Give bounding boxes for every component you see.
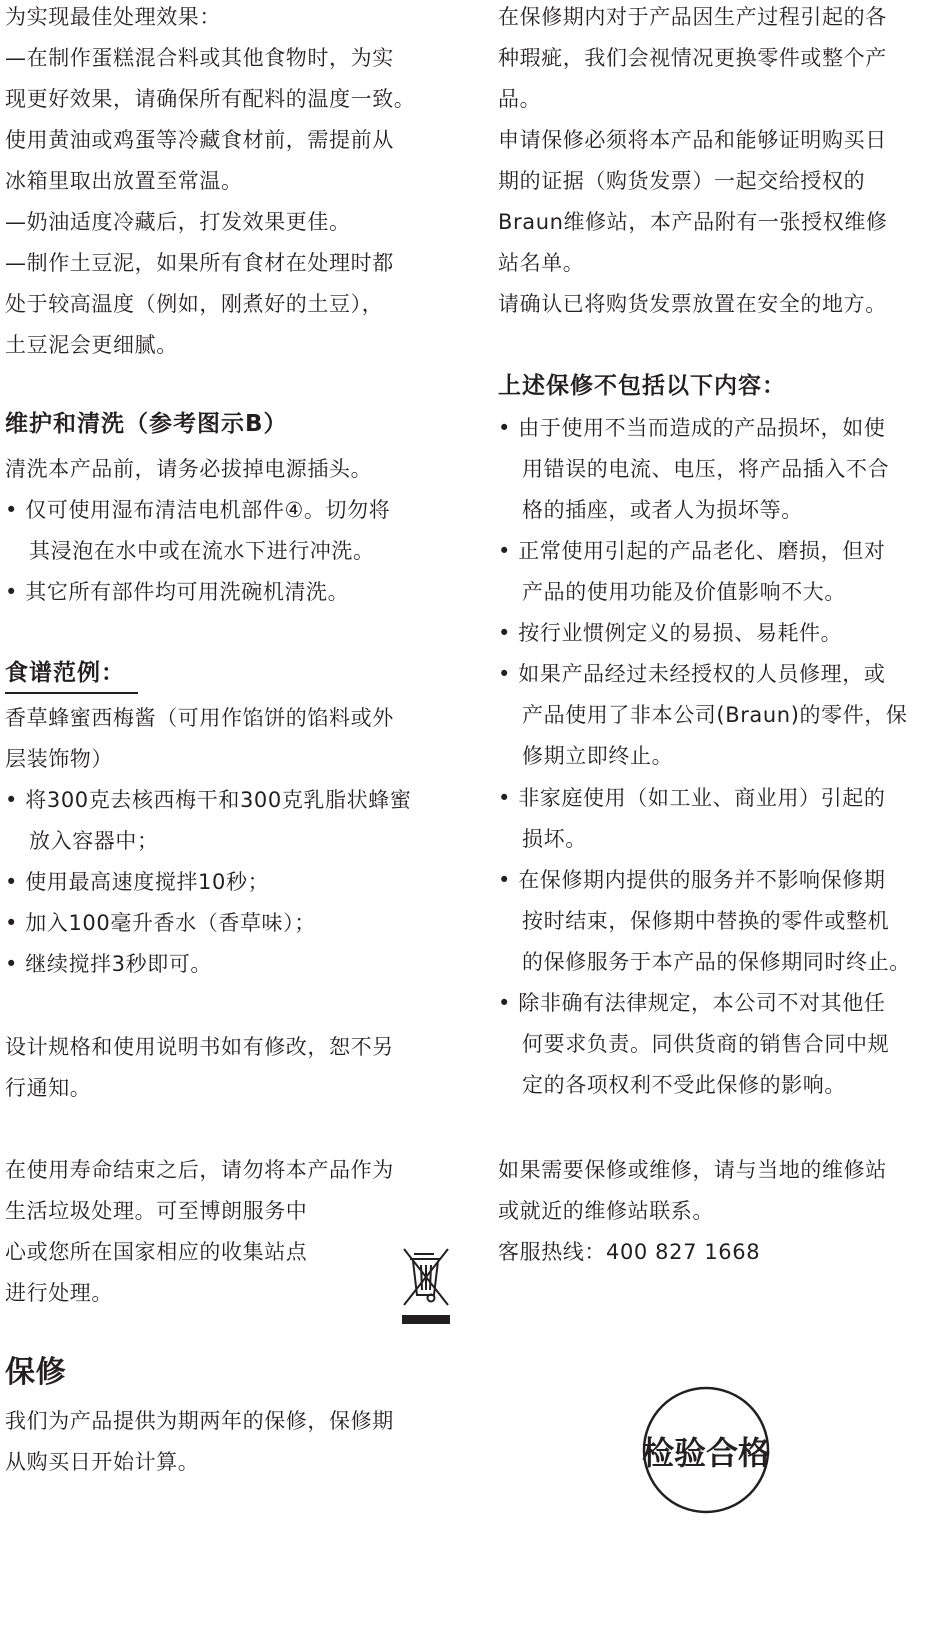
intro-line: 使用黄油或鸡蛋等冷藏食材前，需提前从	[5, 128, 394, 152]
intro-line: 冰箱里取出放置至常温。	[5, 169, 243, 193]
disposal-line: 进行处理。	[5, 1281, 113, 1305]
warranty-cont-line: 站名单。	[498, 251, 585, 275]
intro-line: —在制作蛋糕混合料或其他食物时，为实	[5, 46, 394, 70]
recipe-step: • 加入100毫升香水（香草味）；	[5, 911, 316, 935]
recipe-intro: 层装饰物）	[5, 747, 113, 771]
exclusion-bullet: • 非家庭使用（如工业、商业用）引起的	[498, 786, 886, 810]
exclusion-bullet: • 在保修期内提供的服务并不影响保修期	[498, 868, 886, 892]
warranty-cont-line: 申请保修必须将本产品和能够证明购买日	[498, 128, 887, 152]
disposal-line: 在使用寿命结束之后，请勿将本产品作为	[5, 1158, 394, 1182]
recipe-step-cont: 放入容器中；	[29, 829, 159, 853]
exclusion-bullet-cont: 修期立即终止。	[522, 744, 674, 768]
cleaning-intro: 清洗本产品前，请务必拔掉电源插头。	[5, 457, 373, 481]
cleaning-heading: 维护和清洗（参考图示B）	[5, 411, 288, 437]
intro-line: —制作土豆泥，如果所有食材在处理时都	[5, 251, 394, 275]
notice-line: 设计规格和使用说明书如有修改，恕不另	[5, 1035, 394, 1059]
disposal-line: 生活垃圾处理。可至博朗服务中	[5, 1199, 308, 1223]
warranty-cont-line: 在保修期内对于产品因生产过程引起的各	[498, 5, 887, 29]
warranty-line: 从购买日开始计算。	[5, 1450, 200, 1474]
notice-line: 行通知。	[5, 1076, 92, 1100]
warranty-cont-line: 请确认已将购货发票放置在安全的地方。	[498, 292, 887, 316]
crossed-out-wheelie-bin-icon	[400, 1245, 452, 1330]
warranty-line: 我们为产品提供为期两年的保修，保修期	[5, 1409, 394, 1433]
warranty-cont-line: 种瑕疵，我们会视情况更换零件或整个产	[498, 46, 887, 70]
disposal-line: 心或您所在国家相应的收集站点	[5, 1240, 308, 1264]
exclusion-bullet-cont: 产品使用了非本公司(Braun)的零件，保	[522, 703, 908, 727]
inspection-passed-stamp	[641, 1385, 771, 1515]
intro-line: 为实现最佳处理效果：	[5, 5, 221, 29]
exclusion-bullet-cont: 何要求负责。同供货商的销售合同中规	[522, 1032, 890, 1056]
exclusion-bullet: • 按行业惯例定义的易损、易耗件。	[498, 621, 843, 645]
warranty-cont-line: 期的证据（购货发票）一起交给授权的	[498, 169, 866, 193]
exclusion-bullet: • 由于使用不当而造成的产品损坏，如使	[498, 416, 886, 440]
exclusions-heading: 上述保修不包括以下内容：	[498, 373, 786, 399]
warranty-heading: 保修	[5, 1355, 67, 1390]
intro-line: 处于较高温度（例如，刚煮好的土豆），	[5, 292, 384, 316]
exclusion-bullet-cont: 格的插座，或者人为损坏等。	[522, 498, 803, 522]
exclusion-bullet-cont: 产品的使用功能及价值影响不大。	[522, 580, 846, 604]
recipe-step: • 使用最高速度搅拌10秒；	[5, 870, 270, 894]
recipe-heading-underline	[5, 692, 138, 694]
contact-line: 如果需要保修或维修，请与当地的维修站	[498, 1158, 887, 1182]
cleaning-bullet-cont: 其浸泡在水中或在流水下进行冲洗。	[29, 539, 375, 563]
hotline-line: 客服热线：400 827 1668	[498, 1240, 761, 1264]
recipe-heading: 食谱范例：	[5, 660, 125, 686]
intro-line: 现更好效果，请确保所有配料的温度一致。	[5, 87, 416, 111]
exclusion-bullet: • 正常使用引起的产品老化、磨损，但对	[498, 539, 886, 563]
warranty-cont-line: Braun维修站，本产品附有一张授权维修	[498, 210, 888, 234]
exclusion-bullet-cont: 定的各项权利不受此保修的影响。	[522, 1073, 846, 1097]
contact-line: 或就近的维修站联系。	[498, 1199, 714, 1223]
exclusion-bullet-cont: 用错误的电流、电压，将产品插入不合	[522, 457, 890, 481]
exclusion-bullet-cont: 按时结束，保修期中替换的零件或整机	[522, 909, 890, 933]
recipe-step: • 继续搅拌3秒即可。	[5, 952, 213, 976]
recipe-intro: 香草蜂蜜西梅酱（可用作馅饼的馅料或外	[5, 706, 394, 730]
exclusion-bullet: • 如果产品经过未经授权的人员修理，或	[498, 662, 886, 686]
intro-line: —奶油适度冷藏后，打发效果更佳。	[5, 210, 351, 234]
exclusion-bullet-cont: 损坏。	[522, 827, 587, 851]
recipe-step: • 将300克去核西梅干和300克乳脂状蜂蜜	[5, 788, 412, 812]
cleaning-bullet: • 其它所有部件均可用洗碗机清洗。	[5, 580, 350, 604]
cleaning-bullet: • 仅可使用湿布清洁电机部件④。切勿将	[5, 498, 391, 522]
intro-line: 土豆泥会更细腻。	[5, 333, 178, 357]
warranty-cont-line: 品。	[498, 87, 542, 111]
stamp-text: 检验合格	[641, 1434, 771, 1472]
exclusion-bullet: • 除非确有法律规定，本公司不对其他任	[498, 991, 886, 1015]
exclusion-bullet-cont: 的保修服务于本产品的保修期同时终止。	[522, 950, 911, 974]
